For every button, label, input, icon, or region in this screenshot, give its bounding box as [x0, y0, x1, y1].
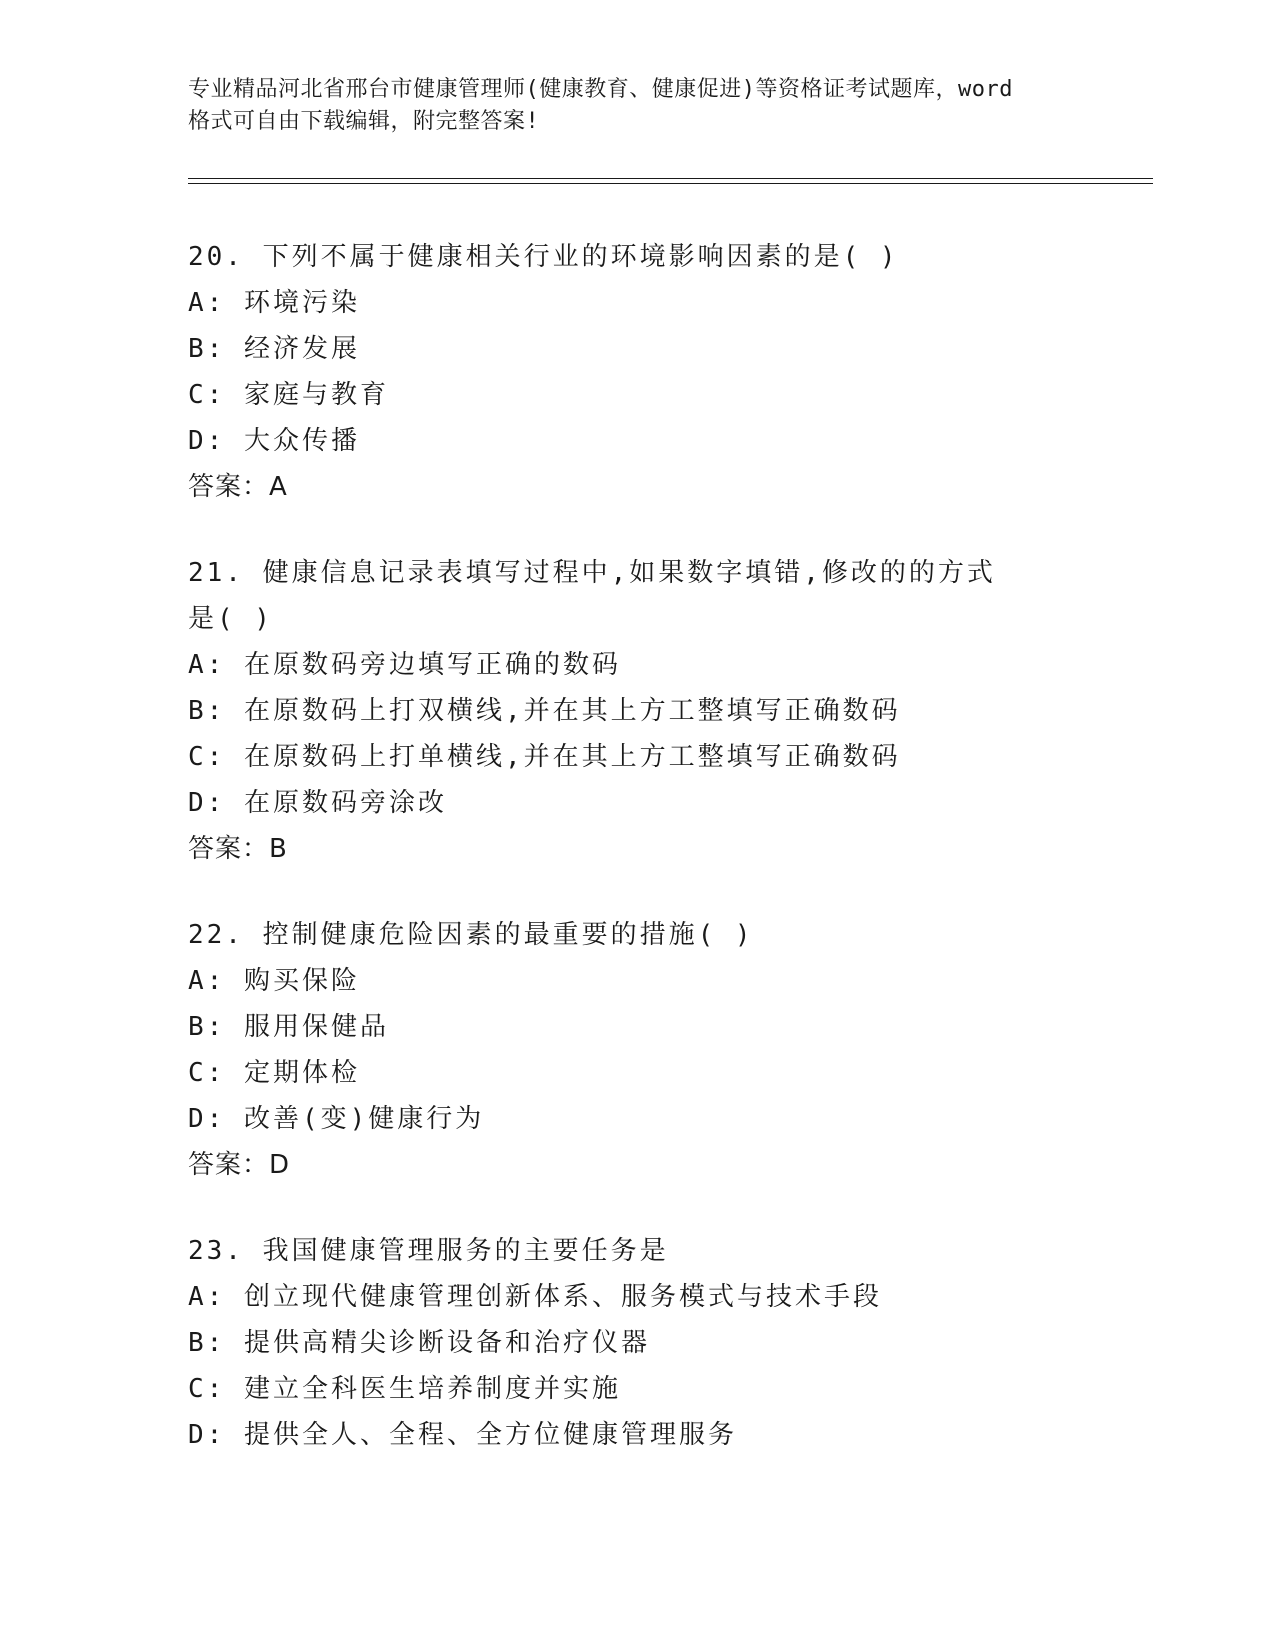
option-c: C: 在原数码上打单横线,并在其上方工整填写正确数码: [188, 742, 901, 772]
header-divider-bottom: [188, 183, 1153, 184]
question-22: [188, 912, 1148, 1188]
option-a: A: 创立现代健康管理创新体系、服务模式与技术手段: [188, 1282, 882, 1312]
question-23: [188, 1228, 1148, 1458]
option-d: D: 提供全人、全程、全方位健康管理服务: [188, 1420, 737, 1450]
question-stem: 21. 健康信息记录表填写过程中,如果数字填错,修改的的方式是( ): [188, 558, 996, 634]
question-stem: 20. 下列不属于健康相关行业的环境影响因素的是( ): [188, 242, 899, 272]
option-d: D: 改善(变)健康行为: [188, 1104, 485, 1134]
header-divider-top: [188, 178, 1153, 179]
option-a: A: 购买保险: [188, 966, 360, 996]
question-20: [188, 234, 1148, 510]
option-b: B: 提供高精尖诊断设备和治疗仪器: [188, 1328, 650, 1358]
header-line-2: 格式可自由下载编辑，附完整答案!: [188, 109, 540, 134]
question-stem: 22. 控制健康危险因素的最重要的措施( ): [188, 920, 754, 950]
header-line-1: 专业精品河北省邢台市健康管理师(健康教育、健康促进)等资格证考试题库，word: [188, 77, 1013, 102]
question-21: [188, 550, 1148, 872]
option-a: A: 环境污染: [188, 288, 360, 318]
option-c: C: 定期体检: [188, 1058, 360, 1088]
option-a: A: 在原数码旁边填写正确的数码: [188, 650, 621, 680]
option-c: C: 家庭与教育: [188, 380, 389, 410]
answer-label: 答案：D: [188, 1150, 291, 1180]
option-b: B: 服用保健品: [188, 1012, 389, 1042]
option-c: C: 建立全科医生培养制度并实施: [188, 1374, 621, 1404]
option-b: B: 在原数码上打双横线,并在其上方工整填写正确数码: [188, 696, 901, 726]
answer-label: 答案：A: [188, 472, 288, 502]
answer-label: 答案：B: [188, 834, 288, 864]
question-list: [188, 234, 1148, 1498]
option-d: D: 在原数码旁涂改: [188, 788, 447, 818]
question-stem: 23. 我国健康管理服务的主要任务是: [188, 1236, 669, 1266]
option-d: D: 大众传播: [188, 426, 360, 456]
option-b: B: 经济发展: [188, 334, 360, 364]
document-header: [188, 74, 1088, 138]
